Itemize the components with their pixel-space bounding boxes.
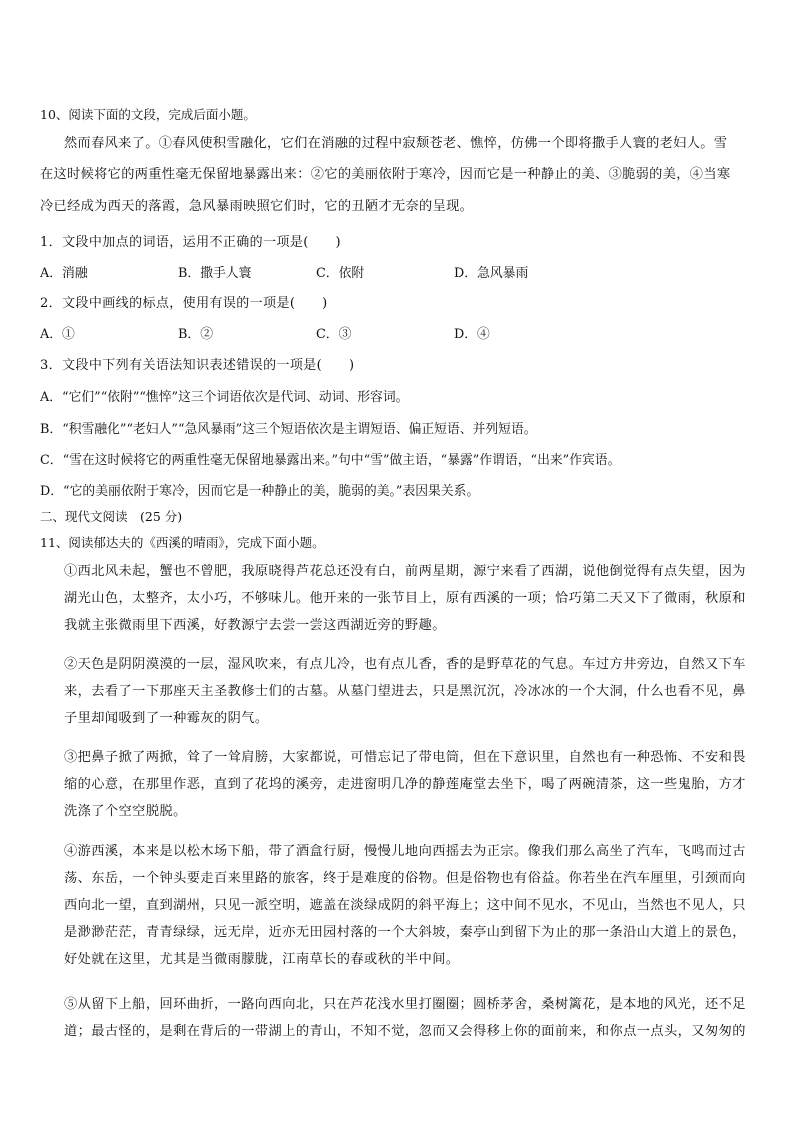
q11-heading: 11、阅读郁达夫的《西溪的晴雨》，完成下面小题。	[40, 535, 325, 550]
q10-sub2-stem: 2．文段中画线的标点，使用有误的一项是( )	[40, 296, 328, 311]
q10-passage-line-2: 在这时候将它的两重性毫无保留地暴露出来：②它的美丽依附于寒冷，因而它是一种静止的美、③脆弱的美，④当寒	[40, 167, 731, 182]
q11-paragraph-3: ③把鼻子掀了两掀，耸了一耸肩膀，大家都说，可惜忘记了带电筒，但在下意识里，自然也有一种恐怖、不安和畏缩的心意，在那里作恶，直到了花坞的溪旁，走进窗明几净的静莲庵堂去坐下，喝了两碗清茶，这一些鬼胎，方才洗涤了个空空脱脱。	[64, 750, 746, 819]
q10-heading: 10、阅读下面的文段，完成后面小题。	[40, 107, 256, 122]
q10-sub2-option-a[interactable]: A．①	[40, 327, 75, 342]
q10-sub3-option-b[interactable]: B．“积雪融化”“老妇人”“急风暴雨”这三个短语依次是主谓短语、偏正短语、并列短语。	[40, 422, 537, 437]
q11-paragraph-2: ②天色是阴阴漠漠的一层，湿风吹来，有点儿冷，也有点儿香，香的是野草花的气息。车过方井旁边，自然又下车来，去看了一下那座天主圣教修士们的古墓。从墓门望进去，只是黑沉沉，冷冰冰的一个大洞，什么也看不见，鼻子里却闻吸到了一种霉灰的阴气。	[64, 657, 746, 726]
q11-paragraph-4: ④游西溪，本来是以松木场下船，带了酒盒行厨，慢慢儿地向西摇去为正宗。像我们那么高坐了汽车，飞鸣而过古荡、东岳，一个钟头要走百来里路的旅客，终于是难度的俗物。但是俗物也有俗益。你若坐在汽车厘里，引颈而向西向北一望，直到湖州，只见一派空明，遮盖在淡绿成阴的斜平海上；这中间不见水，不见山，当然也不见人，只是渺渺茫茫，青青绿绿，远无岸，近亦无田园村落的一个大斜坡，秦亭山到留下为止的那一条沿山大道上的景色，好处就在这里，尤其是当微雨朦胧，江南草长的春或秋的半中间。	[64, 844, 746, 967]
q10-sub1-option-c[interactable]: C．依附	[316, 266, 365, 281]
q10-sub1-option-d[interactable]: D．急风暴雨	[454, 266, 529, 281]
q10-sub3-option-a[interactable]: A．“它们”“依附”“憔悴”这三个词语依次是代词、动词、形容词。	[40, 390, 409, 405]
q10-sub3-option-c[interactable]: C．“雪在这时候将它的两重性毫无保留地暴露出来。”句中“雪”做主语，“暴露”作谓语，“出来”作宾语。	[40, 453, 621, 468]
q10-passage-line-3: 冷已经成为西天的落霞，急风暴雨映照它们时，它的丑陋才无奈的呈现。	[40, 199, 474, 214]
q10-sub3-stem: 3．文段中下列有关语法知识表述错误的一项是( )	[40, 358, 355, 373]
q11-paragraph-1: ①西北风未起，蟹也不曾肥，我原晓得芦花总还没有白，前两星期，源宁来看了西湖，说他倒觉得有点失望，因为湖光山色，太整齐，太小巧，不够味儿。他开来的一张节目上，原有西溪的一项；恰巧第二天又下了微雨，秋原和我就主张微雨里下西溪，好教源宁去尝一尝这西湖近旁的野趣。	[64, 564, 746, 633]
q10-passage-line-1: 然而春风来了。①春风使积雪融化，它们在消融的过程中寂颓苍老、憔悴，仿佛一个即将撒手人寰的老妇人。雪	[64, 136, 728, 151]
q10-sub2-option-b[interactable]: B．②	[178, 327, 213, 342]
q10-sub1-option-b[interactable]: B．撒手人寰	[178, 266, 252, 281]
q10-sub3-option-d[interactable]: D．“它的美丽依附于寒冷，因而它是一种静止的美，脆弱的美。”表因果关系。	[40, 484, 480, 499]
q10-sub2-option-d[interactable]: D．④	[454, 327, 490, 342]
q10-sub2-option-c[interactable]: C．③	[316, 327, 352, 342]
q10-sub1-stem: 1．文段中加点的词语，运用不正确的一项是( )	[40, 235, 342, 250]
q11-paragraph-5: ⑤从留下上船，回环曲折，一路向西向北，只在芦花浅水里打圈圈；圆桥茅舍，桑树篱花，是本地的风光，还不足道；最古怪的，是剩在背后的一带湖上的青山，不知不觉，忽而又会得移上你的面前来，和你点一点头，又匆匆的	[64, 997, 746, 1039]
section2-heading: 二、现代文阅读 (25 分)	[40, 509, 183, 524]
q10-sub1-option-a[interactable]: A．消融	[40, 266, 88, 281]
